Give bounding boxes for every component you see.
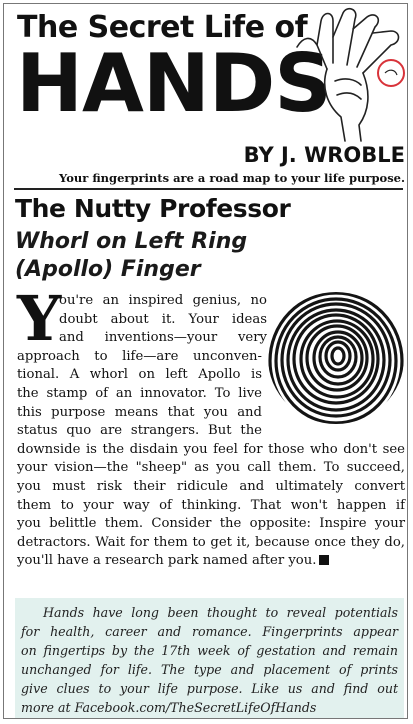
sidebar-box: [15, 598, 404, 718]
series-title-hands: HANDS: [16, 37, 331, 130]
body-line: your vision—the "sheep" as you call them. To succeed,: [17, 460, 405, 476]
body-line: you belittle them. Consider the opposite: Inspire your: [17, 516, 405, 532]
body-line-last-text: you'll have a research park named after you.: [17, 553, 317, 569]
body-line-last: [17, 552, 405, 571]
body-line: downside is the disdain you feel for those who don't see: [17, 441, 405, 457]
article-subtitle: [15, 228, 285, 284]
subtitle-line-1: Whorl on Left Ring: [15, 229, 248, 254]
body-line: them to your way of thinking. That won't happen if: [17, 497, 405, 513]
subtitle-line-2: (Apollo) Finger: [15, 257, 201, 282]
sidebar-line: on fingertips by the 17th week of gestation and remain: [21, 643, 398, 658]
tagline: Your fingerprints are a road map to your life purpose.: [59, 171, 405, 185]
sidebar-line: for health, career and romance. Fingerprints appear: [21, 624, 398, 639]
body-line: this purpose means that you and: [17, 404, 262, 420]
body-line: and inventions—your very: [59, 330, 267, 346]
sidebar-line: more at Facebook.com/TheSecretLifeOfHands: [21, 700, 317, 715]
body-line: you must risk their ridicule and ultimately convert: [17, 478, 405, 494]
body-line: doubt about it. Your ideas: [59, 311, 267, 327]
hand-illustration-icon: [287, 7, 409, 143]
body-line: status quo are strangers. But the: [17, 423, 262, 439]
drop-cap: Y: [17, 282, 62, 355]
body-line: ou're an inspired genius, no: [59, 293, 267, 308]
body-line: detractors. Wait for them to get it, because once they do,: [17, 534, 405, 550]
series-title-top: The Secret Life of: [17, 10, 308, 45]
divider-rule: [14, 188, 403, 190]
article-body: [17, 292, 405, 571]
body-line: tional. A whorl on left Apollo is: [17, 367, 262, 383]
page-frame: [3, 3, 408, 719]
ring-finger-highlight: [378, 60, 404, 86]
masthead: [4, 4, 409, 184]
sidebar-line: unchanged for life. The type and placement of prints: [21, 662, 398, 677]
sidebar-line: Hands have long been thought to reveal potentials: [43, 605, 398, 620]
body-line: the stamp of an innovator. To live: [17, 385, 262, 401]
body-line: approach to life—are unconven-: [17, 348, 262, 364]
byline: BY J. WROBLE: [243, 143, 405, 167]
article-title: The Nutty Professor: [15, 194, 291, 223]
end-mark: [319, 555, 329, 565]
sidebar-line: give clues to your life purpose. Like us and find out: [21, 681, 398, 696]
